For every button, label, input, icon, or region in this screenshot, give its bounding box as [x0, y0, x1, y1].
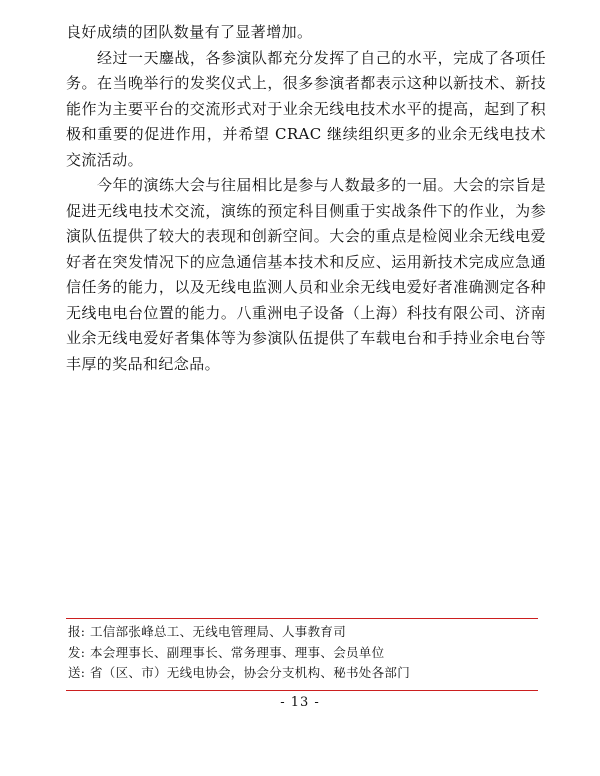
page-number: - 13 -: [280, 695, 320, 710]
distribution-send-row: [68, 643, 538, 664]
paragraph-continuation: 良好成绩的团队数量有了显著增加。: [66, 23, 313, 41]
distribution-deliver-label: 送:: [68, 665, 86, 680]
distribution-send-label: 发:: [68, 644, 86, 660]
paragraph-competition-result: 经过一天鏖战，各参演队都充分发挥了自己的水平，完成了各项任务。在当晚举行的发奖仪式上，很多参演者都表示这种以新技术、新技能作为主要平台的交流形式对于业余无线电技术水平的提高，起到了积极和重要的促进作用，并希望 CRAC 继续组织更多的业余无线电技术交流活动。: [66, 48, 546, 169]
distribution-send-text: 本会理事长、副理事长、常务理事、理事、会员单位: [90, 644, 385, 660]
body-text: [66, 20, 546, 377]
distribution-report-row: [68, 622, 538, 643]
paragraph-conference-summary: 今年的演练大会与往届相比是参与人数最多的一届。大会的宗旨是促进无线电技术交流，演练的预定科目侧重于实战条件下的作业，为参演队伍提供了较大的表现和创新空间。大会的重点是检阅业余无线电爱好者在突发情况下的应急通信基本技术和反应、运用新技术完成应急通信任务的能力，以及无线电监测人员和业余无线电爱好者准确测定各种无线电电台位置的能力。八重洲电子设备（上海）科技有限公司、济南业余无线电爱好者集体等为参演队伍提供了车载电台和手持业余电台等丰厚的奖品和纪念品。: [66, 176, 546, 373]
distribution-list: [68, 622, 538, 684]
distribution-deliver-row: [68, 663, 538, 684]
distribution-bottom-rule: [66, 690, 538, 691]
distribution-deliver-text: 省（区、市）无线电协会，协会分支机构、秘书处各部门: [90, 665, 411, 680]
distribution-report-text: 工信部张峰总工、无线电管理局、人事教育司: [90, 624, 347, 639]
distribution-top-rule: [66, 618, 538, 619]
distribution-report-label: 报:: [68, 624, 86, 639]
